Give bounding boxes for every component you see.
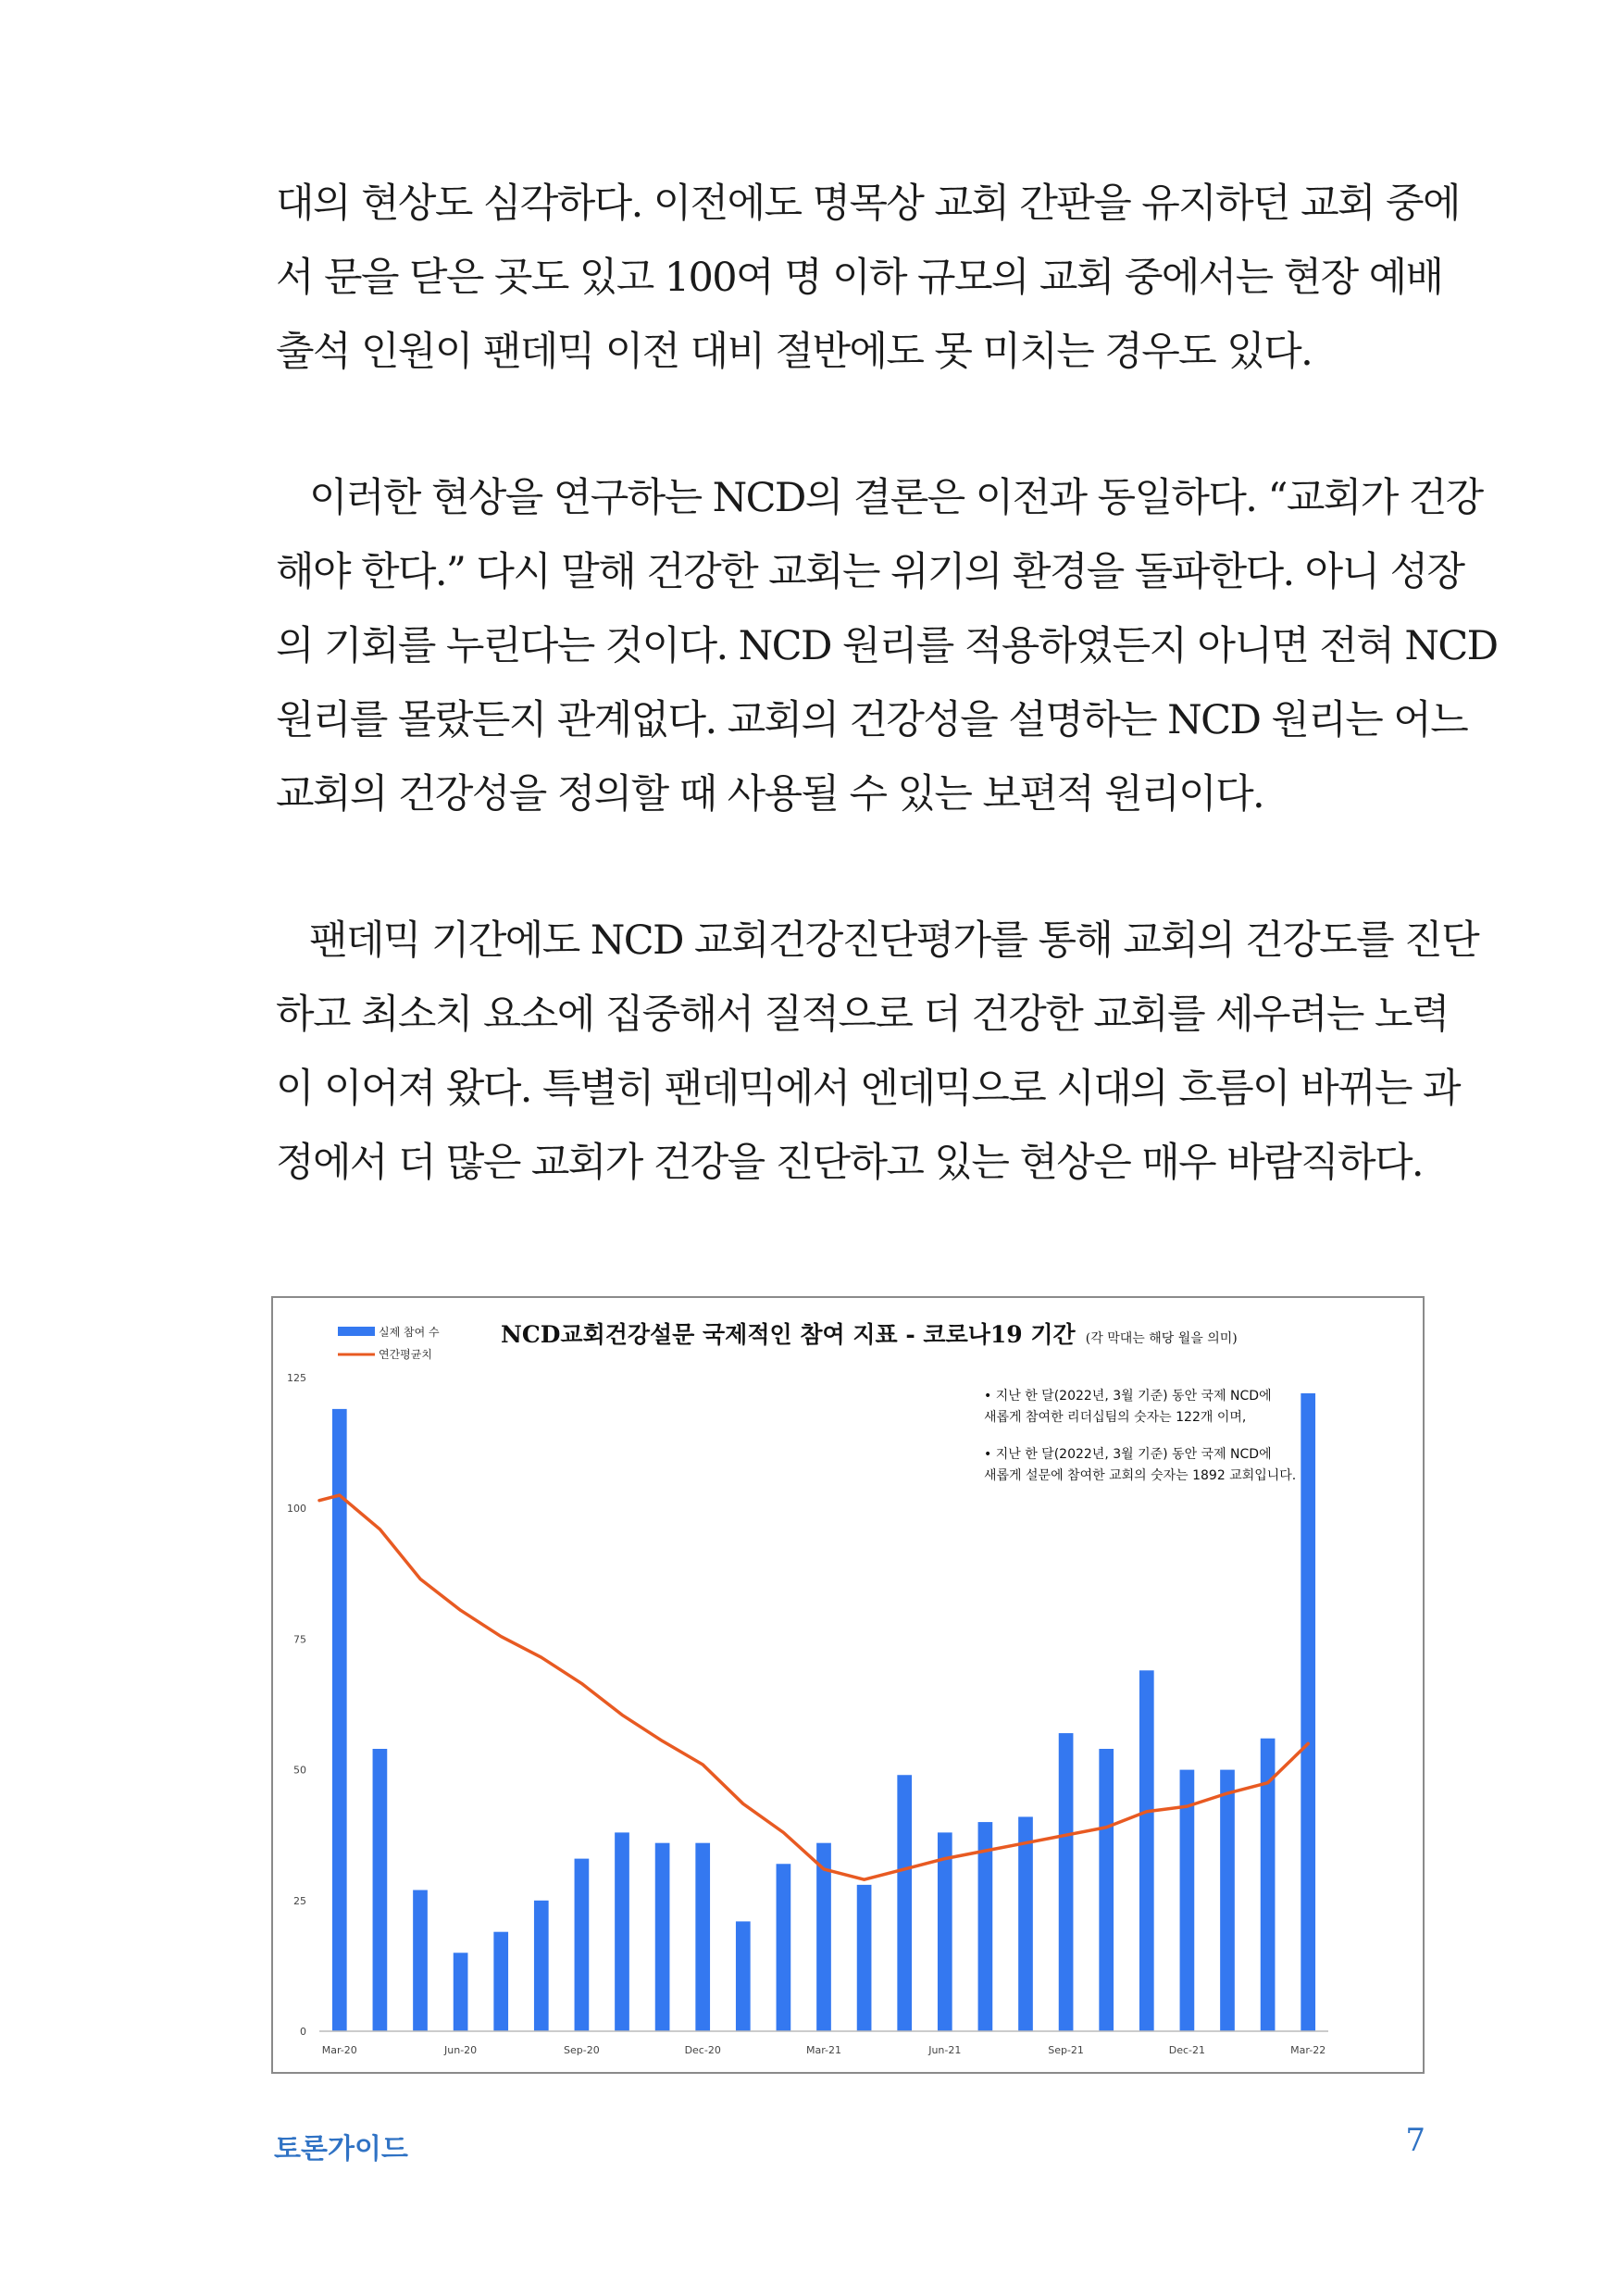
participation-chart	[273, 1298, 1423, 2072]
text-line: 이 이어져 왔다. 특별히 팬데믹에서 엔데믹으로 시대의 흐름이 바뀌는 과	[276, 1066, 1460, 1112]
text-line: 출석 인원이 팬데믹 이전 대비 절반에도 못 미치는 경우도 있다.	[276, 329, 1313, 375]
bar	[534, 1901, 549, 2031]
text-line: 서 문을 닫은 곳도 있고 100여 명 이하 규모의 교회 중에서는 현장 예배	[276, 255, 1443, 301]
paragraph-2	[276, 461, 1498, 831]
average-line-series	[319, 1495, 1308, 1879]
text-line: 이러한 현상을 연구하는 NCD의 결론은 이전과 동일하다. “교회가 건강	[309, 475, 1483, 521]
x-tick-label: Sep-21	[1048, 2044, 1084, 2056]
bar	[575, 1859, 590, 2031]
bar	[695, 1843, 710, 2031]
annotation-2-line-2: 새롭게 설문에 참여한 교회의 숫자는 1892 교회입니다.	[984, 1468, 1297, 1483]
bar	[1018, 1816, 1033, 2031]
y-tick-label: 0	[300, 2026, 306, 2038]
annotation-1	[984, 1388, 1276, 1425]
bar	[1180, 1770, 1195, 2031]
text-line: 원리를 몰랐든지 관계없다. 교회의 건강성을 설명하는 NCD 원리는 어느	[276, 697, 1468, 743]
annotation-2	[984, 1446, 1296, 1483]
y-tick-label: 100	[287, 1503, 306, 1516]
bar	[493, 1932, 508, 2031]
legend-swatch-bar	[338, 1327, 375, 1336]
bar-series	[332, 1393, 1315, 2031]
legend-label-bar: 실제 참여 수	[379, 1326, 440, 1339]
y-tick-label: 50	[293, 1764, 306, 1777]
y-tick-label: 125	[287, 1372, 306, 1384]
average-line	[319, 1495, 1308, 1879]
text-line: 의 기회를 누린다는 것이다. NCD 원리를 적용하였든지 아니면 전혀 NCD	[276, 623, 1498, 669]
x-tick-label: Mar-21	[805, 2044, 842, 2056]
bar	[454, 1953, 468, 2031]
footer-title: 토론가이드	[274, 2133, 408, 2165]
bar	[938, 1832, 952, 2031]
bar	[1139, 1670, 1154, 2031]
annotation-1-line-2: 새롭게 참여한 리더십팀의 숫자는 122개 이며,	[984, 1410, 1247, 1425]
y-tick-label: 75	[293, 1633, 306, 1646]
chart-title	[501, 1321, 1238, 1348]
bar	[655, 1843, 670, 2031]
text-line: 정에서 더 많은 교회가 건강을 진단하고 있는 현상은 매우 바람직하다.	[276, 1140, 1423, 1186]
text-line: 팬데믹 기간에도 NCD 교회건강진단평가를 통해 교회의 건강도를 진단	[309, 917, 1479, 964]
legend-label-line: 연간평균치	[379, 1348, 432, 1361]
x-tick-label: Mar-20	[321, 2044, 357, 2056]
paragraph-3	[276, 904, 1479, 1200]
bar	[736, 1921, 751, 2031]
chart-subtitle: (각 막대는 해당 월을 의미)	[1085, 1331, 1238, 1346]
annotation-2-line-1: • 지난 한 달(2022년, 3월 기준) 동안 국제 NCD에	[984, 1447, 1272, 1462]
text-line: 대의 현상도 심각하다. 이전에도 명목상 교회 간판을 유지하던 교회 중에	[276, 181, 1460, 227]
bar	[857, 1885, 872, 2031]
y-tick-label: 25	[293, 1894, 306, 1907]
text-line: 하고 최소치 요소에 집중해서 질적으로 더 건강한 교회를 세우려는 노력	[276, 992, 1449, 1038]
bar	[1099, 1749, 1114, 2031]
y-axis	[287, 1372, 306, 2038]
chart-frame	[271, 1296, 1425, 2074]
x-tick-label: Dec-20	[684, 2044, 721, 2056]
x-tick-label: Jun-21	[928, 2044, 962, 2056]
bar	[413, 1890, 428, 2031]
bar	[373, 1749, 388, 2031]
paragraph-1	[276, 167, 1460, 389]
bar	[615, 1832, 629, 2031]
annotation-1-line-1: • 지난 한 달(2022년, 3월 기준) 동안 국제 NCD에	[984, 1389, 1272, 1404]
chart-title-main: NCD교회건강설문 국제적인 참여 지표 - 코로나19 기간	[501, 1321, 1076, 1348]
x-tick-label: Mar-22	[1290, 2044, 1326, 2056]
bar	[777, 1864, 791, 2031]
bar	[897, 1775, 912, 2031]
x-axis	[319, 2031, 1328, 2056]
x-tick-label: Sep-20	[564, 2044, 600, 2056]
bar	[332, 1409, 347, 2031]
bar	[1220, 1770, 1235, 2031]
bar	[1059, 1733, 1074, 2031]
body-text	[276, 167, 1498, 1272]
x-tick-label: Dec-21	[1168, 2044, 1206, 2056]
page-number: 7	[1405, 2122, 1425, 2159]
text-line: 교회의 건강성을 정의할 때 사용될 수 있는 보편적 원리이다.	[276, 771, 1264, 817]
text-line: 해야 한다.” 다시 말해 건강한 교회는 위기의 환경을 돌파한다. 아니 성장	[276, 549, 1464, 595]
bar	[1301, 1393, 1315, 2031]
x-tick-label: Jun-20	[444, 2044, 478, 2056]
